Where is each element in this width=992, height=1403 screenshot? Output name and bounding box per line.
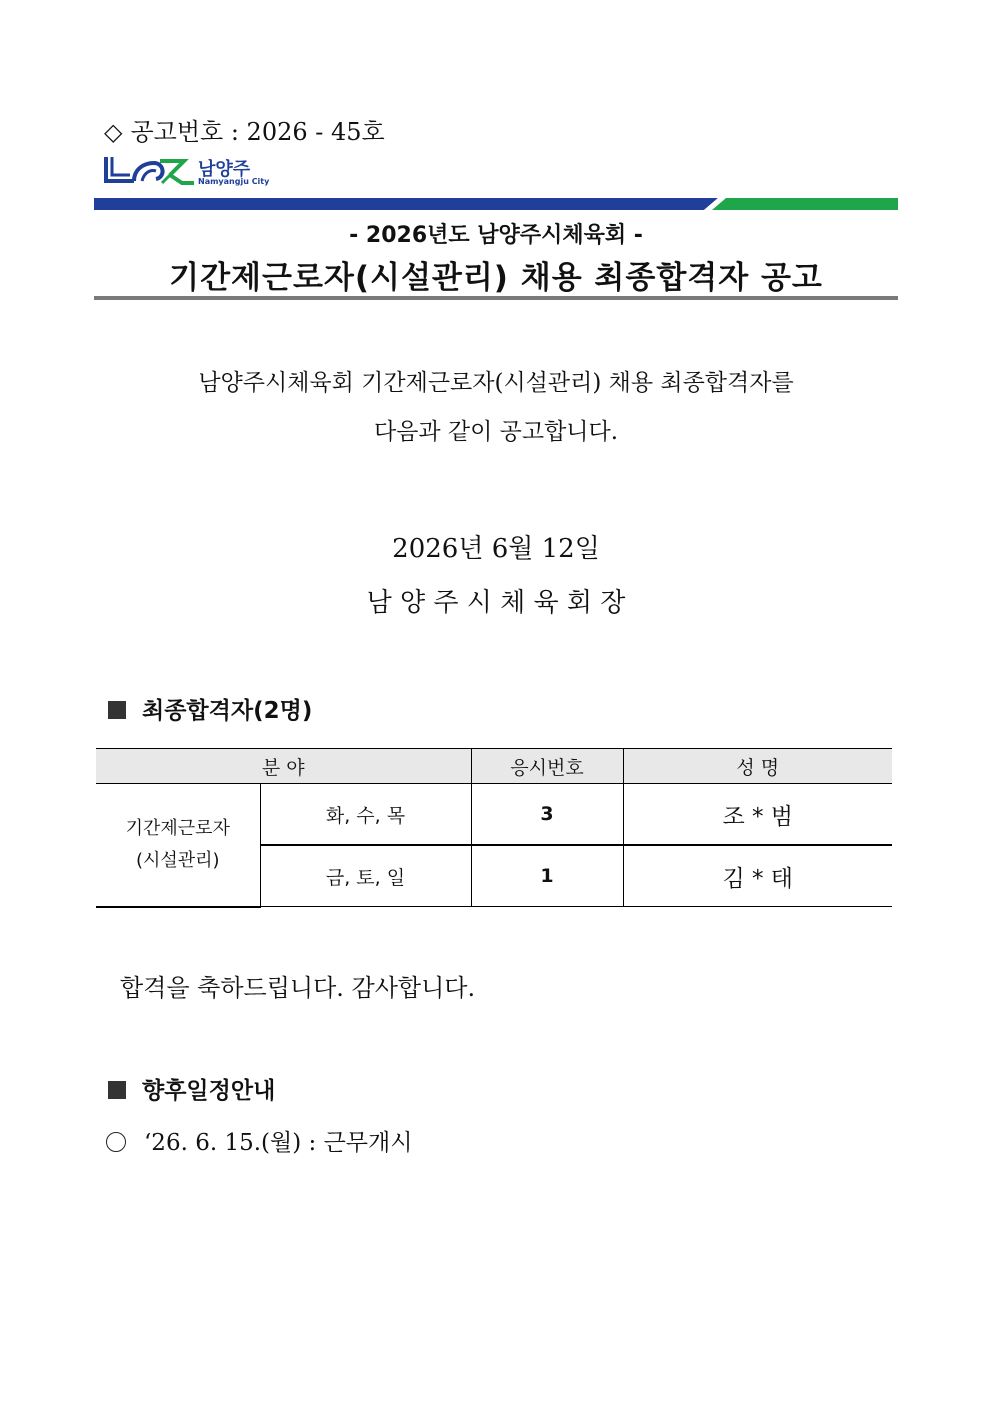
table-header-row bbox=[96, 749, 892, 784]
field-cell bbox=[96, 784, 260, 907]
days-cell: 화, 수, 목 bbox=[260, 784, 471, 846]
body-line-1: 남양주시체육회 기간제근로자(시설관리) 채용 최종합격자를 bbox=[198, 370, 794, 396]
schedule-item bbox=[106, 1124, 412, 1157]
header-name: 성 명 bbox=[623, 749, 892, 784]
logo-name: 남양주 bbox=[198, 159, 251, 180]
body-line-2: 다음과 같이 공고합니다. bbox=[373, 419, 619, 445]
name-cell: 김 * 태 bbox=[623, 845, 892, 907]
header-color-bar bbox=[94, 198, 898, 210]
notice-number bbox=[104, 112, 385, 147]
schedule-item-text: ‘26. 6. 15.(월) : 근무개시 bbox=[144, 1130, 413, 1156]
notice-date: 2026년 6월 12일 bbox=[392, 534, 600, 564]
namyangju-logo bbox=[104, 153, 274, 193]
field-line-2: (시설관리) bbox=[135, 849, 220, 871]
exam-number-cell: 1 bbox=[471, 845, 623, 907]
logo-subname: Namyangju City bbox=[198, 177, 270, 186]
title-underline bbox=[94, 296, 898, 300]
logo-mark-icon bbox=[104, 153, 196, 189]
section-title: 향후일정안내 bbox=[142, 1078, 276, 1104]
table-row bbox=[96, 784, 892, 846]
issuer-name: 남 양 주 시 체 육 회 장 bbox=[366, 588, 626, 618]
square-bullet-icon bbox=[108, 1081, 126, 1099]
notice-number-label: 공고번호 : 2026 - 45호 bbox=[130, 118, 385, 146]
section-title: 최종합격자(2명) bbox=[142, 698, 313, 724]
days-cell: 금, 토, 일 bbox=[260, 845, 471, 907]
square-bullet-icon bbox=[108, 701, 126, 719]
document-title: 기간제근로자(시설관리) 채용 최종합격자 공고 bbox=[169, 260, 823, 296]
document-subtitle: - 2026년도 남양주시체육회 - bbox=[349, 223, 643, 248]
exam-number-cell: 3 bbox=[471, 784, 623, 846]
field-line-1: 기간제근로자 bbox=[125, 817, 230, 839]
name-cell: 조 * 범 bbox=[623, 784, 892, 846]
section-final-candidates bbox=[108, 692, 312, 725]
diamond-icon: ◇ bbox=[104, 118, 123, 146]
results-table bbox=[96, 748, 892, 908]
section-schedule bbox=[108, 1072, 275, 1105]
header-exam-number: 응시번호 bbox=[471, 749, 623, 784]
header-field: 분 야 bbox=[96, 749, 471, 784]
congratulations-text: 합격을 축하드립니다. 감사합니다. bbox=[120, 974, 476, 1002]
circle-bullet-icon bbox=[106, 1132, 126, 1152]
